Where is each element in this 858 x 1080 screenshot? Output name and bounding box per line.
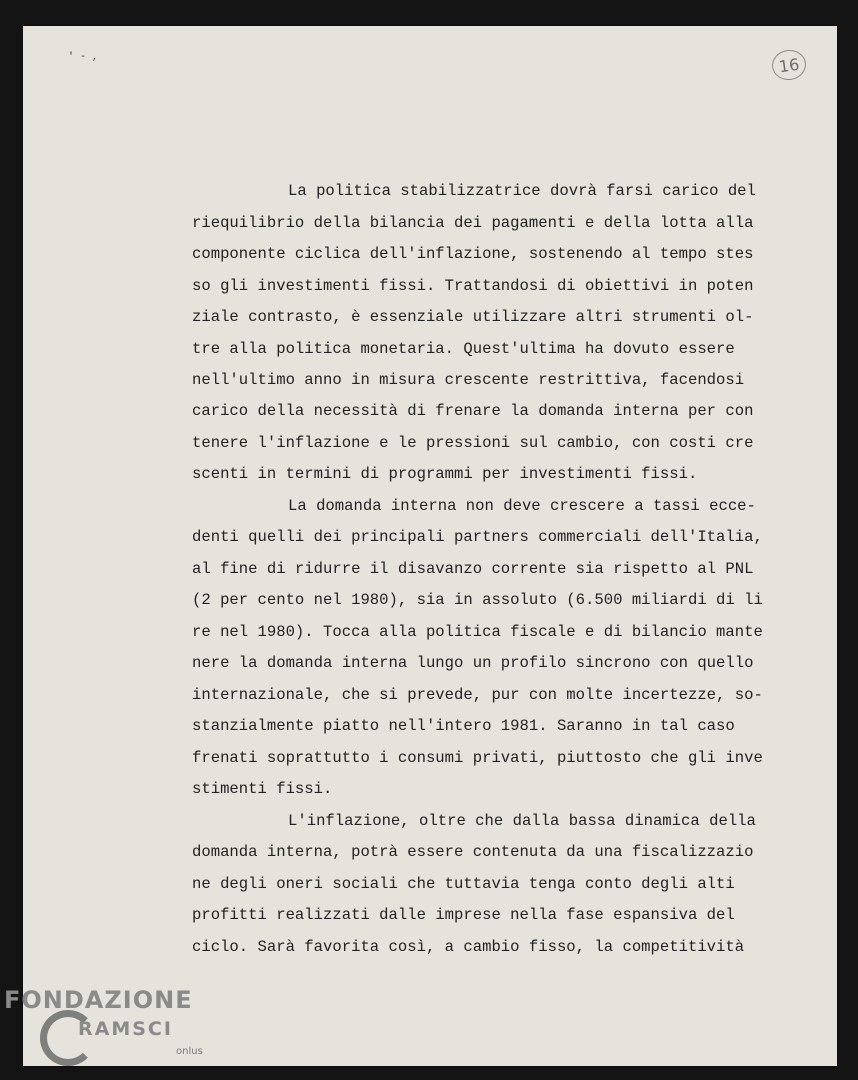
text-line: ciclo. Sarà favorita così, a cambio fisso, la competitività — [192, 938, 745, 956]
text-line: re nel 1980). Tocca alla politica fiscale e di bilancio mante — [192, 623, 763, 641]
watermark-line-3: onlus — [176, 1046, 203, 1057]
text-line: domanda interna, potrà essere contenuta da una fiscalizzazio — [192, 843, 754, 861]
watermark-line-2: RAMSCI — [78, 1018, 173, 1040]
text-line: L'inflazione, oltre che dalla bassa dinamica della — [288, 812, 756, 830]
text-line: componente ciclica dell'inflazione, sostenendo al tempo stes — [192, 245, 754, 263]
text-line: La politica stabilizzatrice dovrà farsi carico del — [288, 182, 756, 200]
text-line: La domanda interna non deve crescere a tassi ecce- — [288, 497, 756, 515]
fondazione-gramsci-watermark — [4, 986, 214, 1066]
text-line: ziale contrasto, è essenziale utilizzare altri strumenti ol- — [192, 308, 754, 326]
text-line: stimenti fissi. — [192, 780, 333, 798]
text-line: tre alla politica monetaria. Quest'ultima ha dovuto essere — [192, 340, 735, 358]
text-line: so gli investimenti fissi. Trattandosi di obiettivi in poten — [192, 277, 754, 295]
watermark-line-1: FONDAZIONE — [4, 986, 193, 1014]
text-line: tenere l'inflazione e le pressioni sul cambio, con costi cre — [192, 434, 754, 452]
text-line: nere la domanda interna lungo un profilo sincrono con quello — [192, 654, 754, 672]
text-line: scenti in termini di programmi per investimenti fissi. — [192, 465, 698, 483]
text-line: carico della necessità di frenare la domanda interna per con — [192, 402, 754, 420]
text-line: stanzialmente piatto nell'intero 1981. Saranno in tal caso — [192, 717, 735, 735]
text-line: profitti realizzati dalle imprese nella fase espansiva del — [192, 906, 735, 924]
text-line: riequilibrio della bilancia dei pagamenti e della lotta alla — [192, 214, 754, 232]
text-line: (2 per cento nel 1980), sia in assoluto (6.500 miliardi di li — [192, 591, 763, 609]
corner-mark: ' - , — [68, 52, 99, 63]
page-number-stamp: 16 — [770, 48, 808, 82]
text-line: internazionale, che si prevede, pur con molte incertezze, so- — [192, 686, 763, 704]
text-line: frenati soprattutto i consumi privati, piuttosto che gli inve — [192, 749, 763, 767]
text-line: denti quelli dei principali partners commerciali dell'Italia, — [192, 528, 763, 546]
text-line: al fine di ridurre il disavanzo corrente sia rispetto al PNL — [192, 560, 754, 578]
text-line: ne degli oneri sociali che tuttavia tenga conto degli alti — [192, 875, 735, 893]
text-line: nell'ultimo anno in misura crescente restrittiva, facendosi — [192, 371, 745, 389]
